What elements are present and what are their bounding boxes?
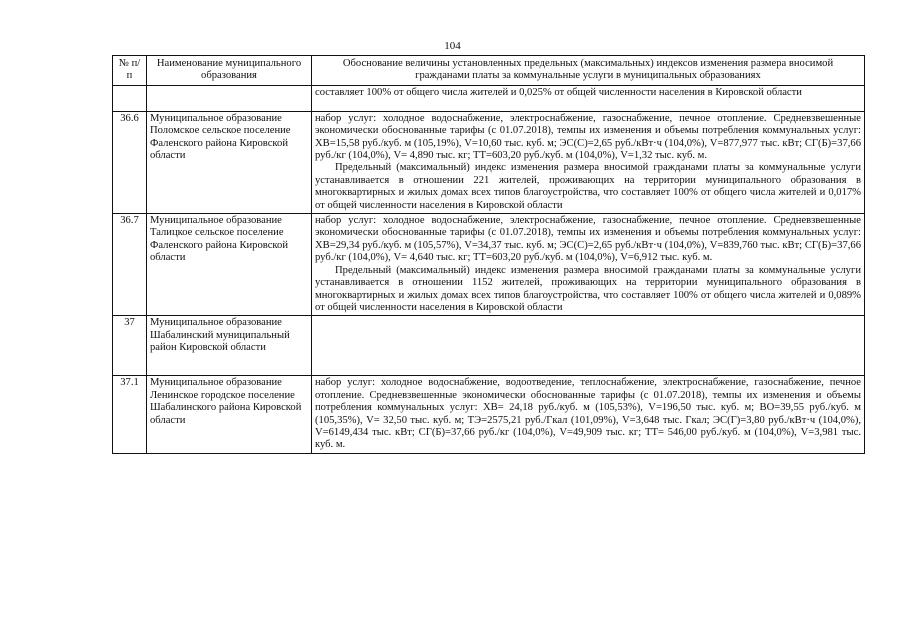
table-header-row — [113, 56, 865, 86]
row-basis — [312, 316, 865, 376]
row-basis — [312, 111, 865, 213]
row-basis-text: Предельный (максимальный) индекс изменения размера вносимой гражданами платы за коммунальные услуги устанавливается в отношении 1152 жителей, проживающих на территории муниципального образования в многоквартирных и жилых домах всех типов благоустройства, что составляет 100% от общего числа жителей и 0,089% от общей численности населения в Кировской области — [315, 264, 861, 313]
row-basis-text: набор услуг: холодное водоснабжение, электроснабжение, газоснабжение, печное отопление. Средневзвешенные экономически обоснованные тарифы (с 01.07.2018), темпы их изменения и объемы потребления коммунальных услуг: ХВ=15,58 руб./куб. м (105,19%), V=10,60 тыс. куб. м; ЭС(С)=2,65 руб./кВт·ч (104,0%), V=877,977 тыс. кВт; СГ(Б)=37,66 руб./кг (104,0%), V= 4,890 тыс. кг; ТТ=603,20 руб./куб. м (104,0%), V=1,32 тыс. куб. м. — [315, 112, 861, 162]
table-row — [113, 85, 865, 111]
row-num: 37 — [113, 316, 147, 376]
row-name: Муниципальное образование Шабалинский муниципальный район Кировской области — [147, 316, 312, 376]
row-name — [147, 85, 312, 111]
row-basis-text: составляет 100% от общего числа жителей и 0,025% от общей численности населения в Кировской области — [315, 86, 802, 98]
row-basis-text: набор услуг: холодное водоснабжение, электроснабжение, газоснабжение, печное отопление. Средневзвешенные экономически обоснованные тарифы (с 01.07.2018), темпы их изменения и объемы потребления коммунальных услуг: ХВ=29,34 руб./куб. м (105,57%), V=34,37 тыс. куб. м; ЭС(С)=2,65 руб./кВт·ч (104,0%), V=839,760 тыс. кВт; СГ(Б)=37,66 руб./кг (104,0%), V= 4,640 тыс. кг; ТТ=603,20 руб./куб. м (104,0%), V=6,912 тыс. куб. м. — [315, 215, 861, 264]
row-num: 37.1 — [113, 376, 147, 453]
row-name: Муниципальное образование Талицкое сельское поселение Фаленского района Кировской области — [147, 214, 312, 316]
row-num: 36.7 — [113, 214, 147, 316]
row-basis — [312, 85, 865, 111]
row-num: 36.6 — [113, 111, 147, 213]
table-row — [113, 214, 865, 316]
row-basis — [312, 214, 865, 316]
table-row — [113, 316, 865, 376]
row-basis — [312, 376, 865, 453]
row-basis-text: Предельный (максимальный) индекс изменения размера вносимой гражданами платы за коммунальные услуги устанавливается в отношении 221 жителей, проживающих на территории муниципального образования в многоквартирных и жилых домах всех типов благоустройства, что составляет 100% от общего числа жителей и 0,017% от общей численности населения в Кировской области — [315, 162, 861, 211]
header-num: № п/п — [113, 56, 147, 86]
table-row — [113, 111, 865, 213]
row-name: Муниципальное образование Ленинское городское поселение Шабалинского района Кировской области — [147, 376, 312, 453]
tariff-table — [112, 55, 865, 454]
header-basis: Обоснование величины установленных предельных (максимальных) индексов изменения размера вносимой гражданами платы за коммунальные услуги в муниципальных образованиях — [312, 56, 865, 86]
row-basis-text: набор услуг: холодное водоснабжение, водоотведение, теплоснабжение, электроснабжение, газоснабжение, печное отопление. Средневзвешенные экономически обоснованные тарифы (с 01.07.2018), темпы их изменения и объемы потребления коммунальных услуг: ХВ= 24,18 руб./куб. м (105,53%), V=196,50 тыс. куб. м; ВО=39,55 руб./куб. м (105,35%), V= 32,50 тыс. куб. м; ТЭ=2575,21 руб./Гкал (101,09%), V=3,648 тыс. Гкал; ЭС(Г)=3,80 руб./кВт·ч (104,0%), V=6149,434 тыс. кВт; СГ(Б)=37,66 руб./кг (104,0%), V=49,909 тыс. кг; ТТ= 546,00 руб./куб. м (104,0%), V=3,981 тыс. куб. м. — [315, 377, 861, 451]
header-name: Наименование муниципального образования — [147, 56, 312, 86]
table-row — [113, 376, 865, 453]
row-num — [113, 85, 147, 111]
row-name: Муниципальное образование Поломское сельское поселение Фаленского района Кировской области — [147, 111, 312, 213]
page-number: 104 — [444, 40, 461, 52]
